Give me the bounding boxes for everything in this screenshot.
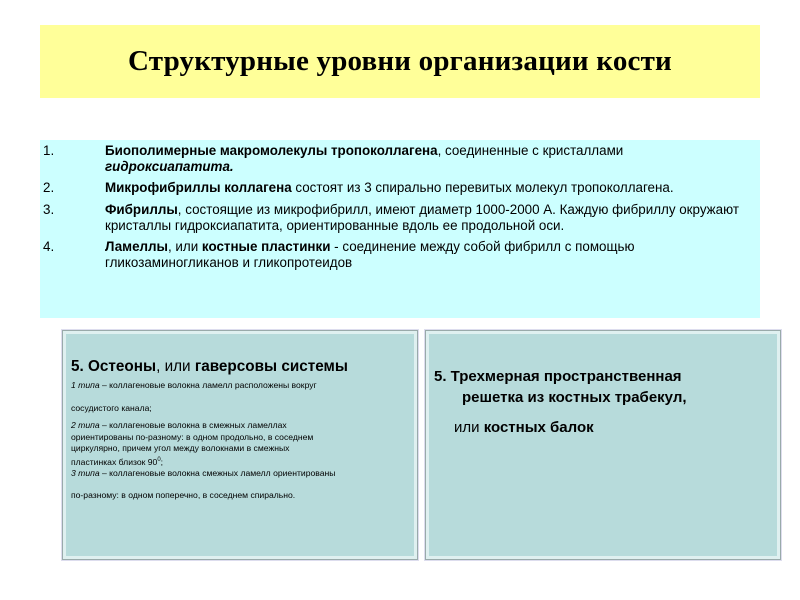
page-title: Структурные уровни организации кости xyxy=(128,45,672,77)
trabecula-line3: или костных балок xyxy=(454,419,594,436)
type1-text: 1 типа – коллагеновые волокна ламелл расположены вокруг xyxy=(71,380,317,390)
type1-text-cont: сосудистого канала; xyxy=(71,402,152,413)
type2-line: ориентированы по-разному: в одном продольно, в соседнем xyxy=(71,431,314,442)
list-desc: , состоящие из микрофибрилл, имеют диаметр 1000-2000 А. Каждую фибриллу окружают кристаллы гидроксиапатита, ориентированные вдоль ее продольной оси. xyxy=(105,201,739,233)
list-term-italic: гидроксиапатита. xyxy=(105,159,234,175)
list-number: 3. xyxy=(43,201,55,217)
list-text xyxy=(105,239,750,271)
list-term: Биополимерные макромолекулы тропоколлагена xyxy=(105,143,438,158)
type2-line: циркулярно, причем угол между волокнами в смежных xyxy=(71,443,290,453)
trabecula-line1: 5. Трехмерная пространственная xyxy=(434,368,682,385)
type3-line: по-разному: в одном поперечно, в соседнем спирально. xyxy=(71,490,296,501)
list-item xyxy=(40,239,750,271)
osteon-card xyxy=(62,330,418,560)
list-text xyxy=(105,202,750,234)
list-term: Фибриллы xyxy=(105,201,178,217)
list-connector: , или xyxy=(167,239,202,255)
levels-list xyxy=(40,140,760,318)
list-term: Ламеллы xyxy=(105,239,168,255)
list-text xyxy=(105,180,750,196)
list-text xyxy=(105,143,750,175)
type3-text: 3 типа – коллагеновые волокна смежных ламелл ориентированы xyxy=(71,467,336,478)
list-number: 4. xyxy=(43,239,55,255)
list-number: 2. xyxy=(43,180,55,196)
osteon-heading: 5. Остеоны, или гаверсовы системы xyxy=(71,358,348,375)
type2-line: пластинках близок $90^0$; xyxy=(71,456,164,467)
list-desc: , соединенные с кристаллами xyxy=(437,143,624,158)
list-item xyxy=(40,143,750,175)
type2-text: 2 типа – коллагеновые волокна в смежных ламеллах xyxy=(71,420,287,430)
list-desc: - соединение между собой фибрилл с помощью гликозаминогликанов и гликопротеидов xyxy=(105,239,635,271)
list-term: Микрофибриллы коллагена xyxy=(105,180,292,196)
title-banner xyxy=(40,25,760,98)
list-number: 1. xyxy=(43,143,55,158)
list-term: костные пластинки xyxy=(201,239,331,255)
trabecula-card xyxy=(425,330,781,560)
trabecula-line2: решетка из костных трабекул, xyxy=(462,389,687,406)
list-desc: состоят из 3 спирально перевитых молекул тропоколлагена. xyxy=(291,180,674,196)
list-item xyxy=(40,180,750,196)
list-item xyxy=(40,202,750,234)
